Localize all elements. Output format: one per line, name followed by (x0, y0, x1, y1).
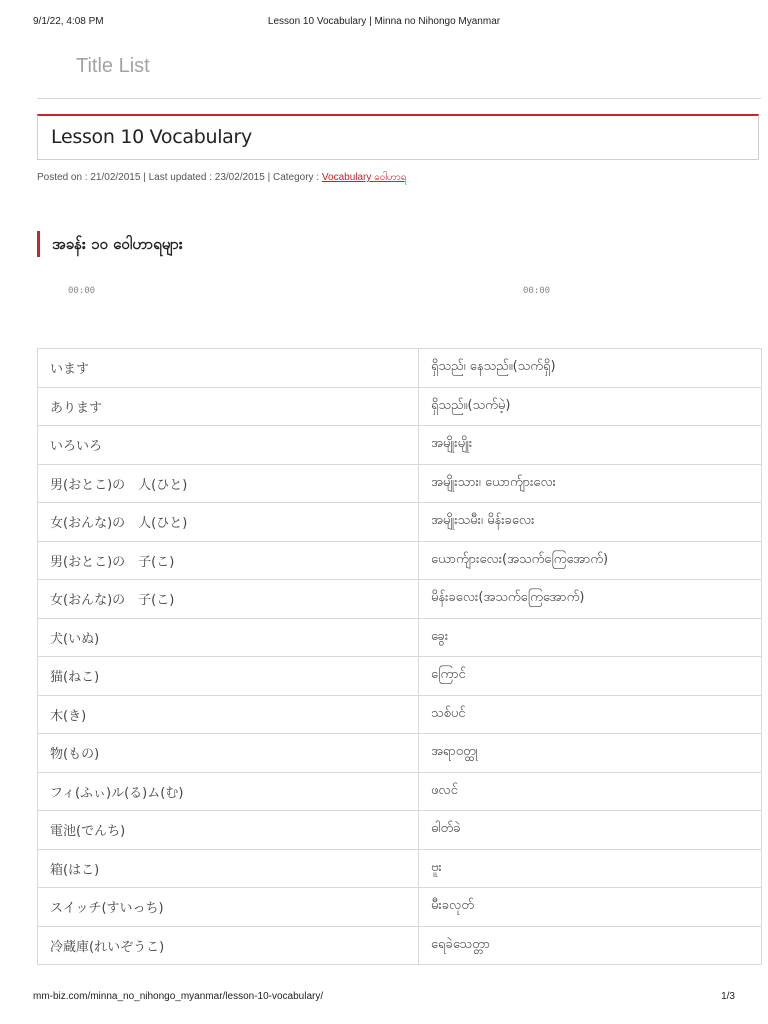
category-label: Category : (272, 172, 320, 183)
table-row (38, 426, 762, 465)
table-row (38, 888, 762, 927)
japanese-term: あります (38, 387, 419, 426)
myanmar-meaning: မိန်းခလေး(အသက်ကြေအောက်) (419, 580, 762, 619)
table-row (38, 695, 762, 734)
print-page-title: Lesson 10 Vocabulary | Minna no Nihongo Myanmar (267, 16, 501, 27)
table-row (38, 811, 762, 850)
japanese-term: フィ(ふぃ)ル(る)ム(む) (38, 772, 419, 811)
japanese-term: 冷蔵庫(れいぞうこ) (38, 926, 419, 965)
japanese-term: 猫(ねこ) (38, 657, 419, 696)
myanmar-meaning: ရှိသည်၊ နေသည်။(သက်ရှိ) (419, 349, 762, 388)
japanese-term: 男(おとこ)の 人(ひと) (38, 464, 419, 503)
section-heading: အခန်း ၁၀ ဝေါဟာရများ (37, 231, 183, 257)
print-page-number: 1/3 (721, 991, 735, 1002)
table-row (38, 657, 762, 696)
meta-separator: | (143, 172, 149, 183)
myanmar-meaning: ကြောင် (419, 657, 762, 696)
article-title: Lesson 10 Vocabulary (51, 126, 252, 148)
table-row (38, 926, 762, 965)
japanese-term: 物(もの) (38, 734, 419, 773)
japanese-term: 木(き) (38, 695, 419, 734)
japanese-term: 女(おんな)の 子(こ) (38, 580, 419, 619)
myanmar-meaning: အမျိုးသား၊ ယောက်ျားလေး (419, 464, 762, 503)
table-row (38, 349, 762, 388)
posted-date: Posted on : 21/02/2015 (37, 172, 141, 183)
print-header (33, 16, 735, 32)
myanmar-meaning: သစ်ပင် (419, 695, 762, 734)
table-row (38, 503, 762, 542)
japanese-term: 女(おんな)の 人(ひと) (38, 503, 419, 542)
print-url: mm-biz.com/minna_no_nihongo_myanmar/lesson-10-vocabulary/ (33, 991, 324, 1002)
table-row (38, 464, 762, 503)
table-row (38, 541, 762, 580)
meta-separator: | (267, 172, 273, 183)
myanmar-meaning: အမျိုးမျိုး (419, 426, 762, 465)
japanese-term: スイッチ(すいっち) (38, 888, 419, 927)
vocabulary-table (37, 348, 762, 965)
myanmar-meaning: အရာဝတ္ထု (419, 734, 762, 773)
table-row (38, 849, 762, 888)
japanese-term: 電池(でんち) (38, 811, 419, 850)
table-row (38, 580, 762, 619)
audio-player-time[interactable]: 00:00 (68, 286, 96, 296)
myanmar-meaning: ရေခဲသေတ္တာ (419, 926, 762, 965)
audio-player-time[interactable]: 00:00 (523, 286, 551, 296)
table-row (38, 772, 762, 811)
table-row (38, 618, 762, 657)
myanmar-meaning: ဓါတ်ခဲ (419, 811, 762, 850)
myanmar-meaning: ယောက်ျားလေး(အသက်ကြေအောက်) (419, 541, 762, 580)
myanmar-meaning: ဗူး (419, 849, 762, 888)
updated-date: Last updated : 23/02/2015 (148, 172, 265, 183)
print-footer (33, 991, 735, 1007)
category-link[interactable]: Vocabulary ဝေါဟာရ (321, 172, 407, 183)
table-row (38, 387, 762, 426)
post-meta (37, 170, 407, 185)
japanese-term: います (38, 349, 419, 388)
japanese-term: 犬(いぬ) (38, 618, 419, 657)
myanmar-meaning: ရှိသည်။(သက်မဲ့) (419, 387, 762, 426)
title-list-link[interactable]: Title List (76, 55, 150, 77)
japanese-term: いろいろ (38, 426, 419, 465)
japanese-term: 箱(はこ) (38, 849, 419, 888)
article-title-box (37, 114, 759, 160)
myanmar-meaning: မီးခလုတ် (419, 888, 762, 927)
japanese-term: 男(おとこ)の 子(こ) (38, 541, 419, 580)
divider (37, 98, 761, 99)
myanmar-meaning: အမျိုးသမီး၊ မိန်းခလေး (419, 503, 762, 542)
myanmar-meaning: ဖလင် (419, 772, 762, 811)
myanmar-meaning: ခွေး (419, 618, 762, 657)
table-row (38, 734, 762, 773)
print-datetime: 9/1/22, 4:08 PM (33, 16, 104, 27)
